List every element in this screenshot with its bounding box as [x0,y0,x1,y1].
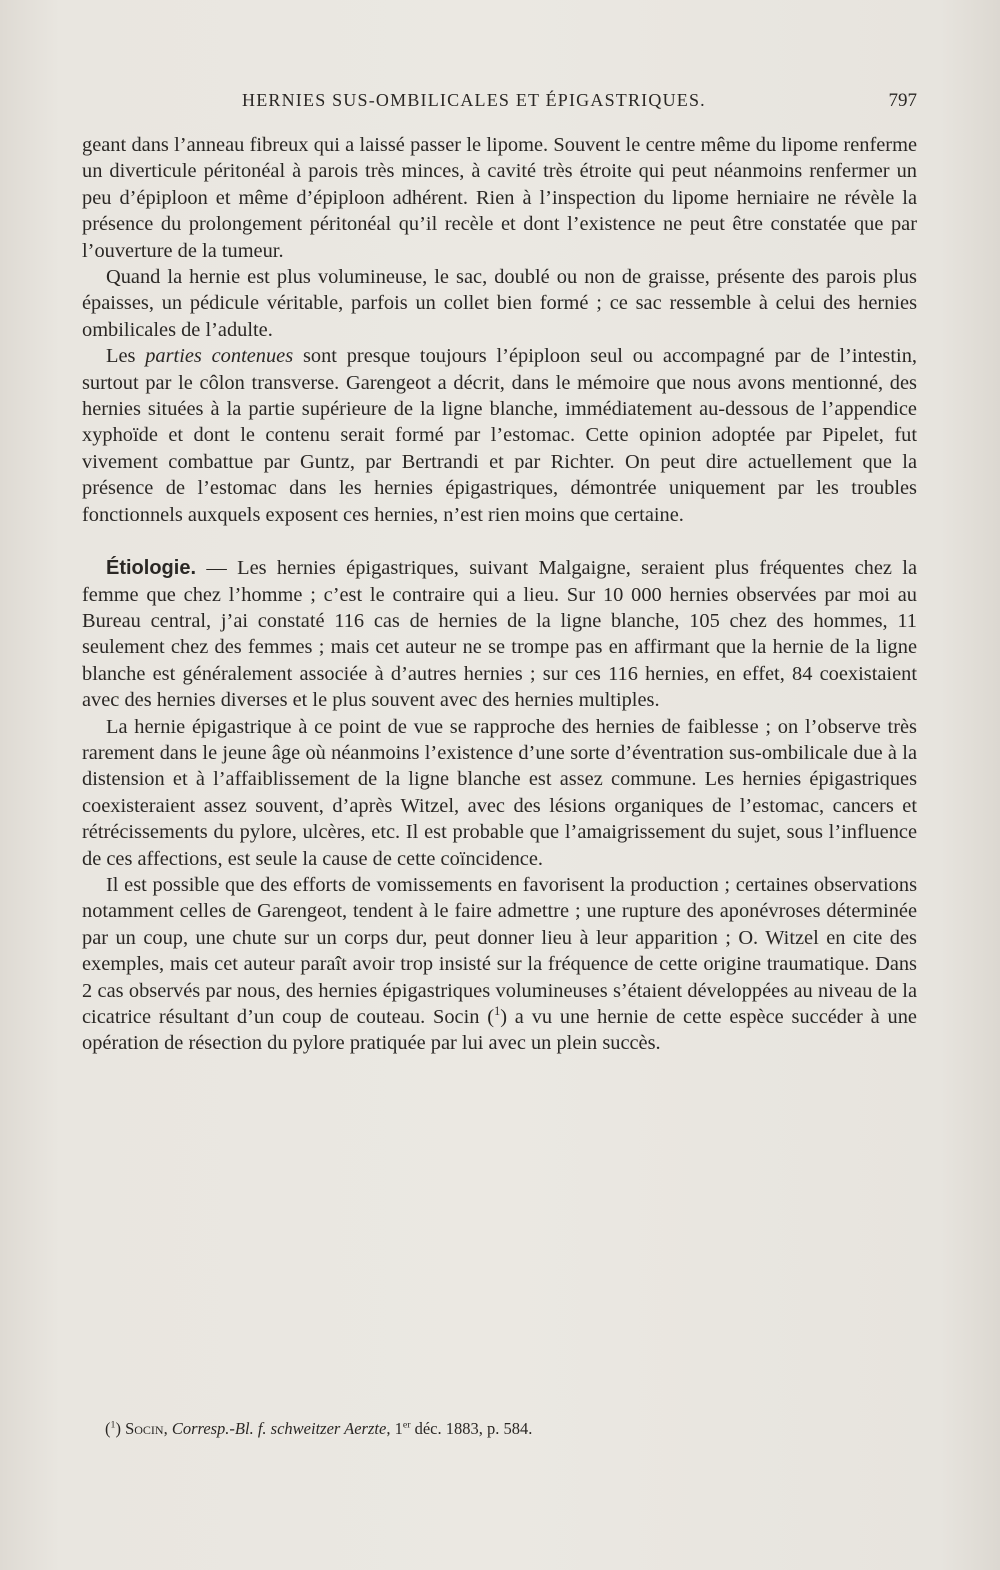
section-heading: Étiologie. [106,557,196,580]
text-run: geant dans l’anneau fibreux qui a laissé passer le lipome. Souvent le centre même du lipome renferme un diverticule péritonéal à parois très minces, à cavité très étroite qui peut néanmoins renfermer un peu d’épiploon et même d’épiploon adhérent. Rien à l’inspection du lipome herniaire ne révèle la présence du prolongement péritonéal qu’il recèle et dont l’existence ne peut être constatée que par l’ouverture de la tumeur. [82,134,917,262]
body-text [82,132,917,1057]
text-run: Les [106,345,146,368]
text-run: , [163,1419,172,1438]
italic-text: Corresp.-Bl. f. schweitzer Aerzte [171,1419,387,1438]
text-run: ( [105,1419,111,1438]
superscript: 1 [110,1419,116,1431]
text-run: ) a vu une hernie de cette espèce succéder à une opération de résection du pylore pratiquée par lui avec un plein succès. [82,1006,917,1055]
running-title: HERNIES SUS-OMBILICALES ET ÉPIGASTRIQUES. [242,90,706,110]
page-header [82,90,917,120]
paragraph [82,264,917,343]
paragraph [82,872,917,1057]
text-run: — Les hernies épigastriques, suivant Malgaigne, seraient plus fréquentes chez la femme que chez l’homme ; c’est le contraire qui a lieu. Sur 10 000 hernies observées par moi au Bureau central, j’ai constaté 116 cas de hernies de la ligne blanche, 105 chez des hommes, 11 seulement chez des femmes ; mais cet auteur ne se trompe pas en affirmant que la hernie de la ligne blanche est généralement associée à d’autres hernies ; sur ces 116 hernies, en effet, 84 coexistaient avec des hernies diverses et le plus souvent avec des hernies multiples. [82,557,917,712]
footnote [105,1418,915,1440]
text-run: La hernie épigastrique à ce point de vue se rapproche des hernies de faiblesse ; on l’observe très rarement dans le jeune âge où néanmoins l’existence d’une sorte d’éventration sus-ombilicale due à la distension et à l’affaiblissement de la ligne blanche est assez commune. Les hernies épigastriques coexisteraient assez souvent, d’après Witzel, avec des lésions organiques de l’estomac, cancers et rétrécissements du pylore, ulcères, etc. Il est probable que l’amaigrissement du sujet, sous l’influence de ces affections, est seule la cause de cette coïncidence. [82,715,917,870]
superscript: 1 [494,1004,501,1019]
paragraph [82,132,917,264]
text-run: sont presque toujours l’épiploon seul ou accompagné par de l’intestin, surtout par le côlon transverse. Garengeot a décrit, dans le mémoire que nous avons mentionné, des hernies situées à la partie supérieure de la ligne blanche, immédiatement au-dessous de l’appendice xyphoïde et dont le contenu serait formé par l’estomac. Cette opinion adoptée par Pipelet, fut vivement combattue par Guntz, par Bertrandi et par Richter. On peut dire actuellement que la présence de l’estomac dans les hernies épigastriques, démontrée uniquement par les troubles fonctionnels auxquels exposent ces hernies, n’est rien moins que certaine. [82,345,917,526]
text-run: Quand la hernie est plus volumineuse, le sac, doublé ou non de graisse, présente des parois plus épaisses, un pédicule véritable, parfois un collet bien formé ; ce sac ressemble à celui des hernies ombilicales de l’adulte. [82,266,917,341]
paragraph [82,555,917,713]
text-run: déc. 1883, p. 584. [410,1419,533,1438]
page-number: 797 [888,90,917,111]
italic-text: parties contenues [145,345,294,368]
paragraph [82,714,917,872]
text-run: Il est possible que des efforts de vomissements en favorisent la production ; certaines observations notamment celles de Garengeot, tendent à le faire admettre ; une rupture des aponévroses déterminée par un coup, une chute sur un corps dur, peut donner lieu à leur apparition ; O. Witzel en cite des exemples, mais cet auteur paraît avoir trop insisté sur la fréquence de cette origine traumatique. Dans 2 cas observés par nous, des hernies épigastriques volumineuses s’étaient développées au niveau de la cicatrice résultant d’un coup de couteau. Socin ( [82,873,917,1028]
text-run: ) [115,1419,126,1438]
text-run: , 1 [386,1419,403,1438]
author-name: Socin [125,1419,164,1438]
paragraph [82,343,917,528]
superscript: er [402,1419,411,1431]
